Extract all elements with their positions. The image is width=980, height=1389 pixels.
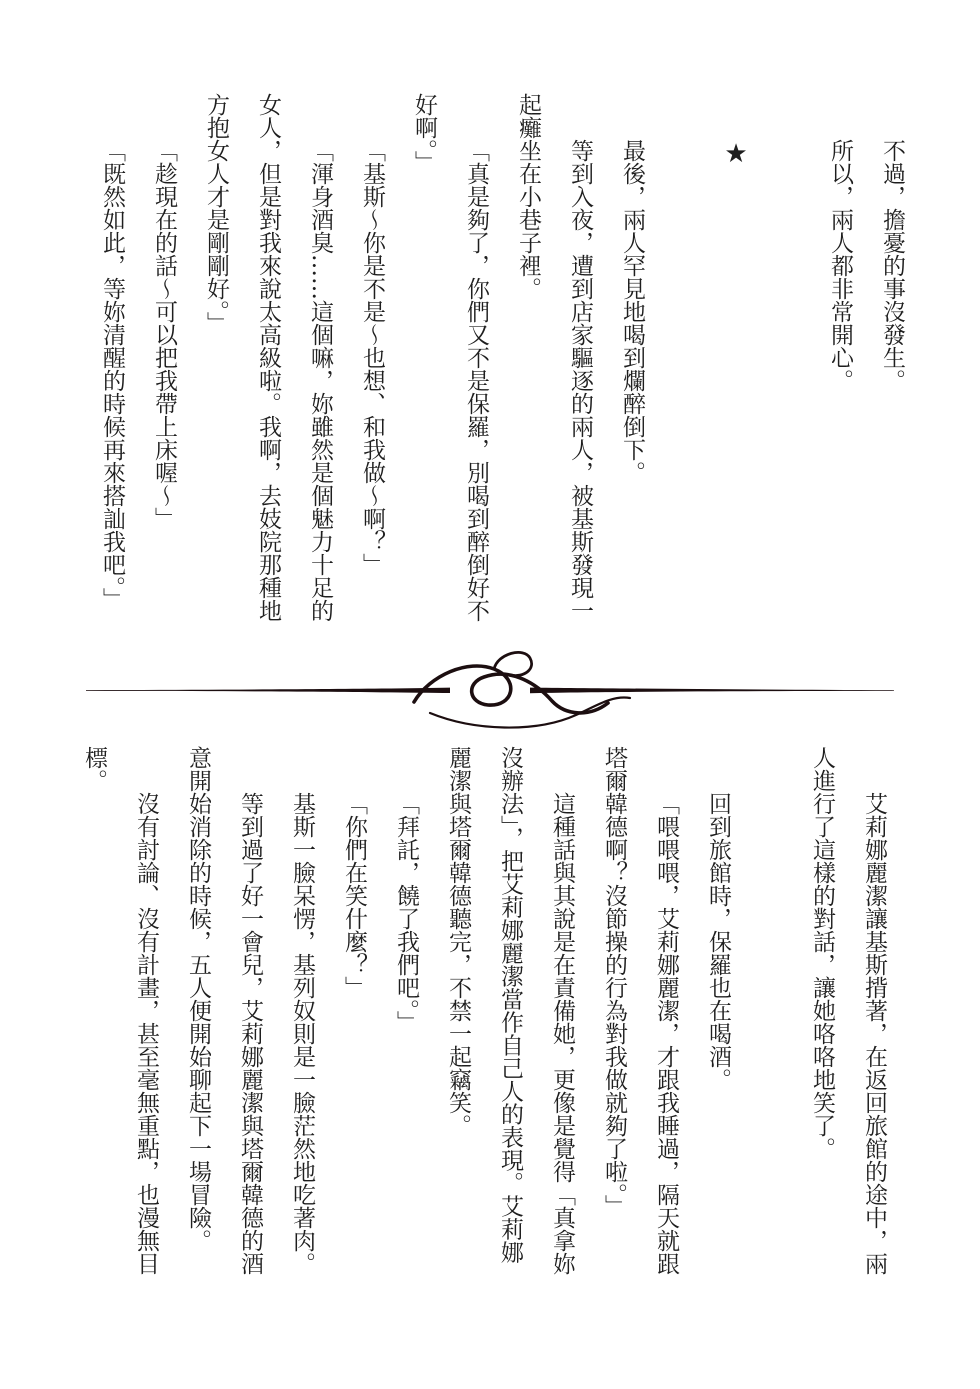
blank-column xyxy=(744,746,796,1336)
text-column: 好啊。」 xyxy=(411,93,437,174)
text-column: 「既然如此，等妳清醒的時候再來搭訕我吧。」 xyxy=(99,139,125,611)
blank-column xyxy=(762,93,814,668)
text-column: 「真是夠了，你們又不是保羅，別喝到醉倒好不 xyxy=(463,139,489,622)
text-column: 回到旅館時，保羅也在喝酒。 xyxy=(705,792,731,1091)
text-column: 起癱坐在小巷子裡。 xyxy=(515,93,541,300)
text-column: 意開始消除的時候，五人便開始聊起下一場冒險。 xyxy=(185,746,211,1252)
text-column: 等到過了好一會兒，艾莉娜麗潔與塔爾韓德的酒 xyxy=(237,792,263,1275)
text-column: 「渾身酒臭……這個嘛，妳雖然是個魅力十足的 xyxy=(307,139,333,622)
text-column: 最後，兩人罕見地喝到爛醉倒下。 xyxy=(619,139,645,484)
top-text-block xyxy=(86,93,918,668)
calligraphic-flourish-icon xyxy=(78,645,902,737)
text-column: 標。 xyxy=(81,746,107,792)
text-column: 沒辦法」，把艾莉娜麗潔當作自己人的表現。艾莉娜 xyxy=(497,746,523,1264)
text-column: 等到入夜，遭到店家驅逐的兩人，被基斯發現一 xyxy=(567,139,593,622)
text-column: 基斯一臉呆愣，基列奴則是一臉茫然地吃著肉。 xyxy=(289,792,315,1275)
text-column: 「你們在笑什麼？」 xyxy=(341,792,367,999)
text-column: 方抱女人才是剛剛好。」 xyxy=(203,93,229,335)
text-column: 女人，但是對我來說太高級啦。我啊，去妓院那種地 xyxy=(255,93,281,622)
text-column: 「拜託，饒了我們吧。」 xyxy=(393,792,419,1034)
text-column: 這種話與其說是在責備她，更像是覺得「真拿妳 xyxy=(549,792,575,1275)
section-break-star: ★ xyxy=(721,139,751,169)
text-column: 艾莉娜麗潔讓基斯揹著，在返回旅館的途中，兩 xyxy=(861,792,887,1275)
bottom-text-block xyxy=(68,746,900,1336)
text-column: 人進行了這樣的對話，讓她咯咯地笑了。 xyxy=(809,746,835,1160)
text-column: 沒有討論、沒有計畫，甚至毫無重點，也漫無目 xyxy=(133,792,159,1275)
text-column: 「喂喂喂，艾莉娜麗潔，才跟我睡過，隔天就跟 xyxy=(653,792,679,1275)
blank-column xyxy=(658,93,710,668)
text-column: 所以，兩人都非常開心。 xyxy=(827,139,853,392)
text-column: 「基斯～你是不是～也想、和我做～啊？」 xyxy=(359,139,385,576)
text-column: 麗潔與塔爾韓德聽完，不禁一起竊笑。 xyxy=(445,746,471,1137)
text-column: 塔爾韓德啊？沒節操的行為對我做就夠了啦。」 xyxy=(601,746,627,1218)
section-divider xyxy=(78,645,902,737)
text-column: 「趁現在的話～可以把我帶上床喔～」 xyxy=(151,139,177,530)
text-column: 不過，擔憂的事沒發生。 xyxy=(879,139,905,392)
